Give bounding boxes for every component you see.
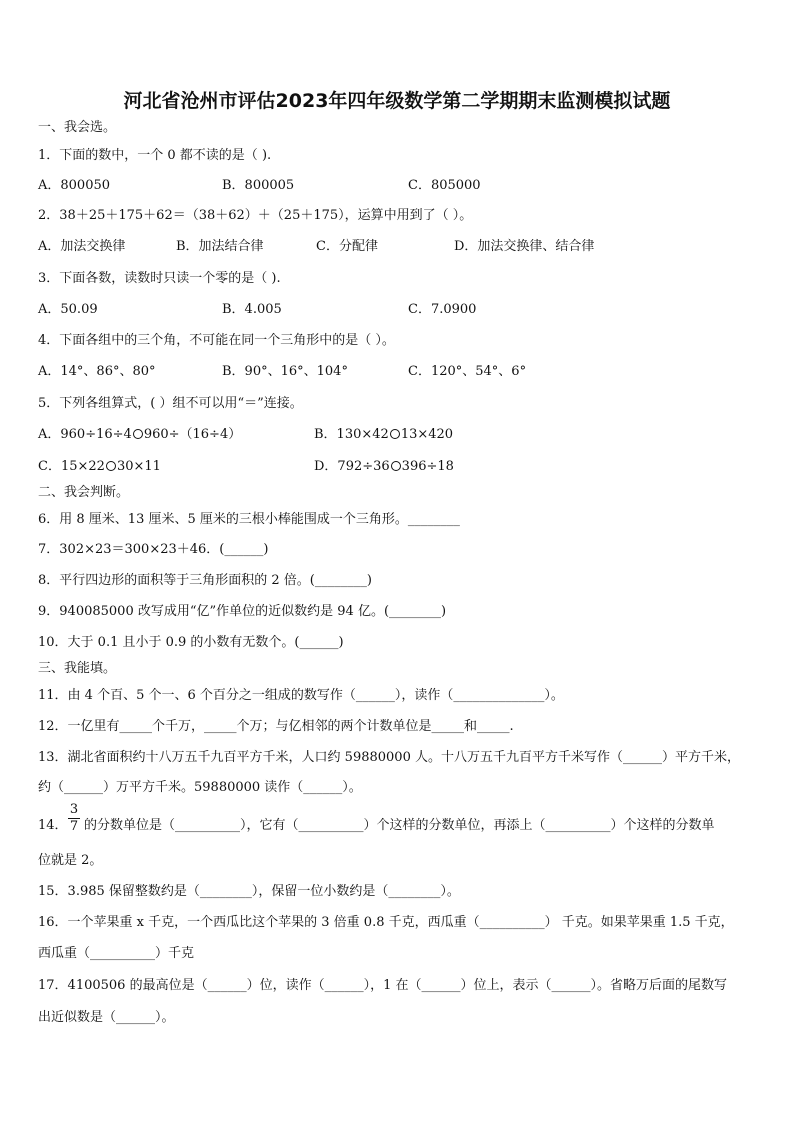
question-1: 1．下面的数中，一个 0 都不读的是（ ). (38, 148, 272, 163)
question-17-line-1: 17．4100506 的最高位是（______）位，读作（______），1 在（______）位上，表示（______）。省略万后面的尾数写 (38, 978, 727, 993)
q4-option-a: A．14°、86°、80° (38, 364, 156, 379)
q5-a-left: A．960÷16÷4 (38, 427, 132, 442)
q5-c-right: 30×11 (116, 459, 161, 474)
question-11: 11．由 4 个百、5 个一、6 个百分之一组成的数写作（______），读作（______________）。 (38, 688, 564, 703)
q5-option-d (314, 459, 454, 475)
question-3: 3．下面各数，读数时只读一个零的是（ ). (38, 271, 281, 286)
page-title: 河北省沧州市评估2023年四年级数学第二学期期末监测模拟试题 (123, 90, 671, 112)
section-heading-judge: 二、我会判断。 (38, 485, 130, 500)
q1-option-a: A．800050 (38, 178, 111, 193)
q2-option-b: B．加法结合律 (176, 239, 264, 254)
q5-d-right: 396÷18 (401, 459, 454, 474)
fraction-denominator: 7 (69, 819, 79, 834)
section-heading-fill: 三、我能填。 (38, 661, 117, 676)
q2-option-c: C．分配律 (316, 239, 378, 254)
q1-option-c: C．805000 (408, 178, 481, 193)
compare-circle-icon (106, 461, 116, 471)
question-4: 4．下面各组中的三个角，不可能在同一个三角形中的是（ ）。 (38, 333, 395, 348)
question-7: 7．302×23＝300×23＋46．(______) (38, 542, 269, 557)
question-15: 15．3.985 保留整数约是（________），保留一位小数约是（________）。 (38, 884, 460, 899)
compare-circle-icon (391, 461, 401, 471)
question-14-line-1: 的分数单位是（__________），它有（__________）个这样的分数单位，再添上（__________）个这样的分数单 (84, 818, 715, 833)
question-10: 10．大于 0.1 且小于 0.9 的小数有无数个。(______) (38, 635, 344, 650)
fraction-three-sevenths (68, 803, 80, 834)
q5-option-a (38, 427, 241, 443)
q3-option-a: A．50.09 (38, 302, 98, 317)
q5-b-left: B．130×42 (314, 427, 389, 442)
q4-option-c: C．120°、54°、6° (408, 364, 527, 379)
q3-option-c: C．7.0900 (408, 302, 477, 317)
section-heading-choose: 一、我会选。 (38, 120, 117, 135)
question-16-line-2: 西瓜重（__________）千克 (38, 946, 195, 961)
q5-c-left: C．15×22 (38, 459, 105, 474)
question-2: 2．38＋25＋175＋62＝（38＋62）＋（25＋175），运算中用到了（ ）。 (38, 208, 473, 223)
q4-option-b: B．90°、16°、104° (222, 364, 348, 379)
question-14-line-2: 位就是 2。 (38, 853, 103, 868)
question-13-line-2: 约（______）万平方千米。59880000 读作（______）。 (38, 780, 362, 795)
question-17-line-2: 出近似数是（______）。 (38, 1010, 175, 1025)
question-16-line-1: 16．一个苹果重 x 千克，一个西瓜比这个苹果的 3 倍重 0.8 千克，西瓜重（__________） 千克。如果苹果重 1.5 千克， (38, 915, 734, 930)
question-12: 12．一亿里有_____个千万，_____个万；与亿相邻的两个计数单位是_____和_____. (38, 719, 514, 734)
q2-option-d: D．加法交换律、结合律 (454, 239, 595, 254)
question-6: 6．用 8 厘米、13 厘米、5 厘米的三根小棒能围成一个三角形。________ (38, 512, 460, 527)
q5-option-b (314, 427, 453, 443)
q5-b-right: 13×420 (400, 427, 454, 442)
question-14-number: 14． (38, 818, 68, 833)
q5-a-right: 960÷（16÷4） (143, 427, 242, 442)
q5-option-c (38, 459, 161, 475)
compare-circle-icon (133, 429, 143, 439)
q5-d-left: D．792÷36 (314, 459, 390, 474)
q2-option-a: A．加法交换律 (38, 239, 126, 254)
q3-option-b: B．4.005 (222, 302, 282, 317)
fraction-numerator: 3 (69, 802, 79, 817)
q1-option-b: B．800005 (222, 178, 295, 193)
question-9: 9．940085000 改写成用“亿”作单位的近似数约是 94 亿。(________) (38, 604, 447, 619)
compare-circle-icon (390, 429, 400, 439)
question-5: 5．下列各组算式，( ）组不可以用“＝”连接。 (38, 396, 303, 411)
question-13-line-1: 13．湖北省面积约十八万五千九百平方千米，人口约 59880000 人。十八万五千九百平方千米写作（______）平方千米， (38, 750, 740, 765)
question-8: 8．平行四边形的面积等于三角形面积的 2 倍。(________) (38, 573, 372, 588)
